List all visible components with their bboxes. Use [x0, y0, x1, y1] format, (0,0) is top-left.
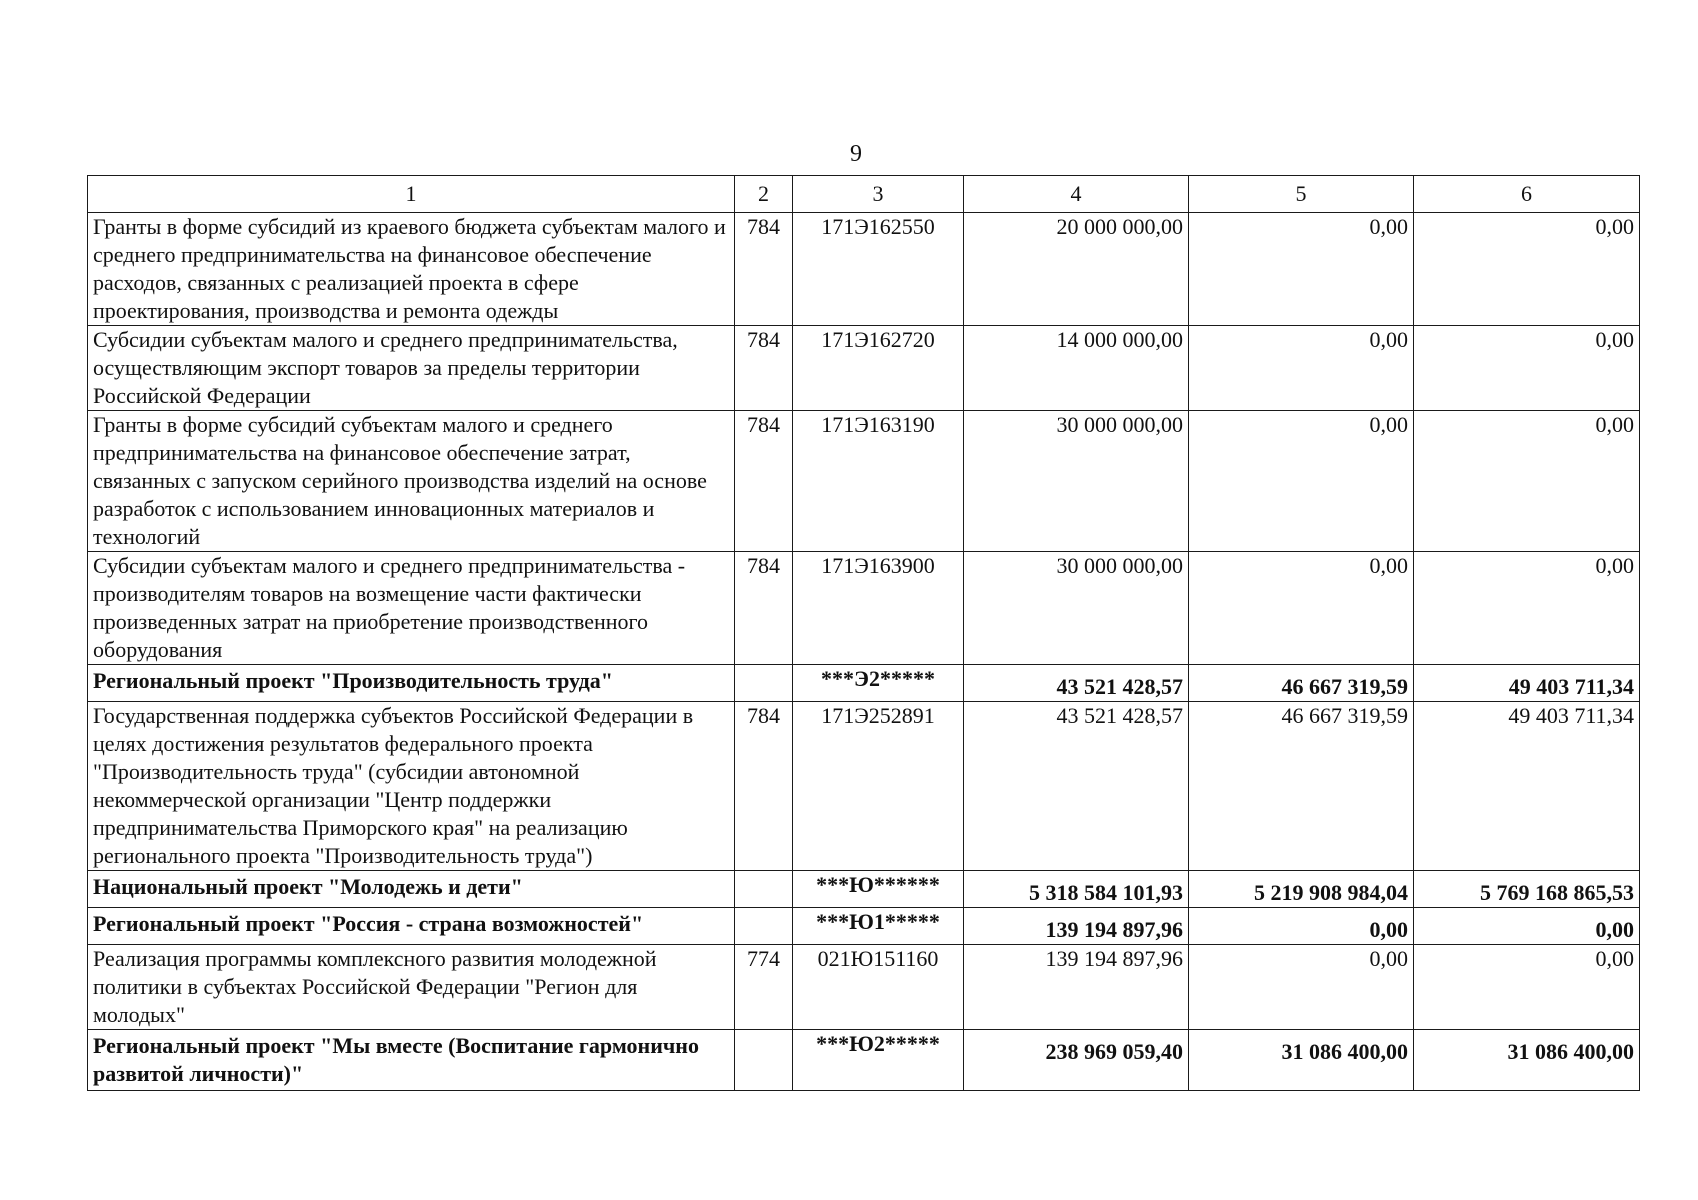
row-code: 784: [735, 213, 793, 326]
row-amount-col6: 0,00: [1414, 552, 1640, 665]
row-name: Гранты в форме субсидий из краевого бюджета субъектам малого и среднего предпринимательства на финансовое обеспечение расходов, связанных с реализацией проекта в сфере проектирования, производства и ремонта одежды: [88, 213, 735, 326]
row-amount-col6: 0,00: [1414, 411, 1640, 552]
row-code: [735, 908, 793, 945]
row-code: [735, 665, 793, 702]
row-name: Национальный проект "Молодежь и дети": [88, 871, 735, 908]
row-amount-col4: 43 521 428,57: [964, 665, 1189, 702]
row-amount-col4: 139 194 897,96: [964, 945, 1189, 1030]
row-amount-col6: 0,00: [1414, 945, 1640, 1030]
row-amount-col5: 46 667 319,59: [1189, 702, 1414, 871]
row-amount-col5: 0,00: [1189, 945, 1414, 1030]
row-name: Субсидии субъектам малого и среднего предпринимательства, осуществляющим экспорт товаров за пределы территории Российской Федерации: [88, 326, 735, 411]
table-row-project-total: [88, 1030, 1640, 1091]
column-header-2: 2: [735, 176, 793, 213]
row-classifier: 171Э162550: [793, 213, 964, 326]
row-name: Региональный проект "Россия - страна возможностей": [88, 908, 735, 945]
table-row: [88, 702, 1640, 871]
row-code: 784: [735, 552, 793, 665]
row-amount-col4: 43 521 428,57: [964, 702, 1189, 871]
table-row: [88, 213, 1640, 326]
row-amount-col6: 5 769 168 865,53: [1414, 871, 1640, 908]
table-row-project-total: [88, 908, 1640, 945]
column-header-5: 5: [1189, 176, 1414, 213]
row-classifier: 171Э162720: [793, 326, 964, 411]
column-header-3: 3: [793, 176, 964, 213]
row-amount-col6: 0,00: [1414, 326, 1640, 411]
row-amount-col6: 49 403 711,34: [1414, 702, 1640, 871]
budget-table: [87, 175, 1640, 1091]
row-amount-col4: 5 318 584 101,93: [964, 871, 1189, 908]
row-amount-col4: 30 000 000,00: [964, 552, 1189, 665]
row-code: 774: [735, 945, 793, 1030]
row-amount-col4: 30 000 000,00: [964, 411, 1189, 552]
row-classifier: ***Ю******: [793, 871, 964, 908]
row-classifier: 171Э163900: [793, 552, 964, 665]
row-classifier: ***Э2*****: [793, 665, 964, 702]
row-name: Реализация программы комплексного развития молодежной политики в субъектах Российской Федерации "Регион для молодых": [88, 945, 735, 1030]
row-amount-col6: 0,00: [1414, 908, 1640, 945]
row-amount-col6: 0,00: [1414, 213, 1640, 326]
row-classifier: 171Э252891: [793, 702, 964, 871]
row-classifier: ***Ю1*****: [793, 908, 964, 945]
row-name: Субсидии субъектам малого и среднего предпринимательства - производителям товаров на возмещение части фактически произведенных затрат на приобретение производственного оборудования: [88, 552, 735, 665]
column-header-1: 1: [88, 176, 735, 213]
table-row: [88, 326, 1640, 411]
row-code: 784: [735, 411, 793, 552]
row-amount-col5: 31 086 400,00: [1189, 1030, 1414, 1091]
table-row: [88, 411, 1640, 552]
row-name: Региональный проект "Производительность труда": [88, 665, 735, 702]
row-amount-col4: 20 000 000,00: [964, 213, 1189, 326]
table-row-project-total: [88, 665, 1640, 702]
row-classifier: 021Ю151160: [793, 945, 964, 1030]
row-code: [735, 871, 793, 908]
table-row: [88, 945, 1640, 1030]
row-code: 784: [735, 326, 793, 411]
row-amount-col5: 46 667 319,59: [1189, 665, 1414, 702]
row-code: 784: [735, 702, 793, 871]
row-amount-col5: 0,00: [1189, 908, 1414, 945]
row-amount-col4: 238 969 059,40: [964, 1030, 1189, 1091]
row-amount-col5: 5 219 908 984,04: [1189, 871, 1414, 908]
page-number: 9: [850, 141, 862, 167]
row-name: Государственная поддержка субъектов Российской Федерации в целях достижения результатов федерального проекта "Производительность труда" (субсидии автономной некоммерческой организации "Центр поддержки предпринимательства Приморского края" на реализацию регионального проекта "Производительность труда"): [88, 702, 735, 871]
row-amount-col5: 0,00: [1189, 552, 1414, 665]
row-amount-col6: 31 086 400,00: [1414, 1030, 1640, 1091]
row-amount-col5: 0,00: [1189, 326, 1414, 411]
row-code: [735, 1030, 793, 1091]
table-row: [88, 552, 1640, 665]
column-header-6: 6: [1414, 176, 1640, 213]
table-header-row: [88, 176, 1640, 213]
table-row-national-total: [88, 871, 1640, 908]
row-classifier: 171Э163190: [793, 411, 964, 552]
row-name: Гранты в форме субсидий субъектам малого и среднего предпринимательства на финансовое обеспечение затрат, связанных с запуском серийного производства изделий на основе разработок с использованием инновационных материалов и технологий: [88, 411, 735, 552]
row-amount-col6: 49 403 711,34: [1414, 665, 1640, 702]
row-amount-col4: 139 194 897,96: [964, 908, 1189, 945]
row-name: Региональный проект "Мы вместе (Воспитание гармонично развитой личности)": [88, 1030, 735, 1091]
row-amount-col5: 0,00: [1189, 213, 1414, 326]
row-classifier: ***Ю2*****: [793, 1030, 964, 1091]
row-amount-col4: 14 000 000,00: [964, 326, 1189, 411]
column-header-4: 4: [964, 176, 1189, 213]
row-amount-col5: 0,00: [1189, 411, 1414, 552]
